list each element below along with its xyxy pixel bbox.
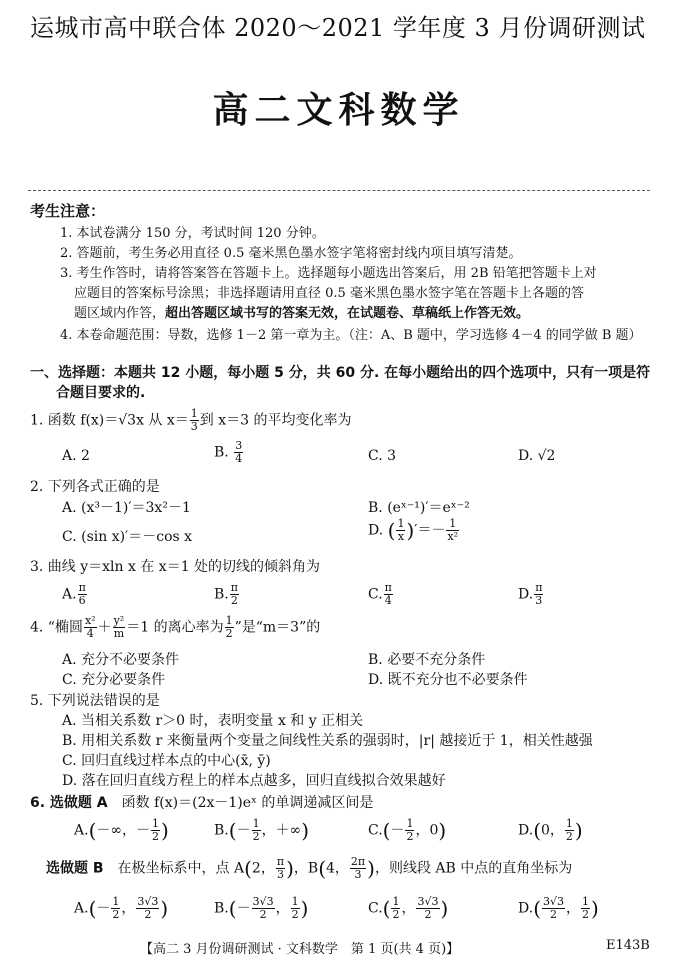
q6b-option-b: B.(－ $\frac{3√3}{2}$ ， $\frac{1}{2}$ ) bbox=[214, 895, 309, 921]
question-6b: 选做题 B 在极坐标系中，点 A(2， $\frac{\pi}{3}$ )，B(4， $\frac{2\pi}{3}$ )，则线段 AB 中点的直角坐标为 bbox=[46, 855, 573, 881]
q2-option-c: C. (sin x)′＝－cos x bbox=[62, 529, 193, 545]
paper-code: E143B bbox=[606, 938, 650, 953]
notice-line-1: 1. 本试卷满分 150 分，考试时间 120 分钟。 bbox=[60, 226, 325, 241]
q6a-option-a: A.(－∞，－ $\frac{1}{2}$ ) bbox=[74, 817, 169, 843]
section-heading: 一、选择题：本题共 12 小题，每小题 5 分，共 60 分. 在每小题给出的四个选项中，只有一项是符 bbox=[30, 365, 651, 381]
divider bbox=[28, 190, 650, 191]
question-6a: 6. 选做题 A 函数 f(x)＝(2x－1)eˣ 的单调递减区间是 bbox=[30, 795, 374, 811]
notice-line-2: 2. 答题前，考生务必用直径 0.5 毫米黑色墨水签字笔将密封线内项目填写清楚。 bbox=[60, 246, 522, 261]
q6a-option-c: C.(－ $\frac{1}{2}$ ，0) bbox=[368, 817, 447, 843]
q1-option-a: A. 2 bbox=[62, 448, 90, 464]
q6a-option-d: D.(0， $\frac{1}{2}$ ) bbox=[518, 817, 583, 843]
q3-option-a: A. $\frac{\pi}{6}$ bbox=[62, 581, 86, 607]
q6a-option-b: B.(－ $\frac{1}{2}$ ，＋∞) bbox=[214, 817, 310, 843]
q2-option-a: A. (x³－1)′＝3x²－1 bbox=[62, 500, 191, 516]
q4-option-b: B. 必要不充分条件 bbox=[368, 652, 486, 668]
q5-option-a: A. 当相关系数 r＞0 时，表明变量 x 和 y 正相关 bbox=[62, 713, 364, 729]
q1-stem-a: 1. 函数 f(x)＝√3x 从 x＝ bbox=[30, 412, 189, 429]
q1-option-b: B. $\frac{3}{4}$ bbox=[214, 439, 243, 465]
notice-line-5-text: 题区域内作答， bbox=[74, 306, 166, 321]
question-2: 2. 下列各式正确的是 bbox=[30, 479, 160, 495]
q6b-option-c: C.( $\frac{1}{2}$ ， $\frac{3√3}{2}$ ) bbox=[368, 895, 449, 921]
section-heading-cont: 合题目要求的. bbox=[56, 385, 146, 401]
question-5: 5. 下列说法错误的是 bbox=[30, 693, 160, 709]
q2-option-d: D. ( $\frac{1}{x}$ )′＝－ $\frac{1}{\text{x²}}$ bbox=[368, 517, 459, 543]
q3-option-d: D. $\frac{\pi}{3}$ bbox=[518, 581, 543, 607]
q1-stem-b: 到 x＝3 的平均变化率为 bbox=[199, 412, 352, 429]
page-footer: 【高二 3 月份调研测试 · 文科数学 第 1 页(共 4 页)】 bbox=[140, 942, 460, 957]
notice-heading: 考生注意： bbox=[30, 202, 106, 220]
q2-option-b: B. (eˣ⁻¹)′＝eˣ⁻² bbox=[368, 500, 470, 516]
question-3: 3. 曲线 y＝xln x 在 x＝1 处的切线的倾斜角为 bbox=[30, 559, 321, 575]
q4-option-a: A. 充分不必要条件 bbox=[62, 652, 180, 668]
q1-option-d: D. √2 bbox=[518, 448, 556, 464]
notice-line-5 bbox=[74, 302, 529, 321]
q1-frac: $\frac{1}{3}$ bbox=[190, 407, 198, 433]
notice-emphasis: 超出答题区域书写的答案无效，在试题卷、草稿纸上作答无效。 bbox=[165, 306, 530, 321]
q6b-option-d: D.( $\frac{3√3}{2}$ ， $\frac{1}{2}$ ) bbox=[518, 895, 599, 921]
notice-line-6: 4. 本卷命题范围：导数，选修 1－2 第一章为主。（注：A、B 题中，学习选修 4－4 的同学做 B 题） bbox=[60, 328, 642, 343]
q3-option-c: C. $\frac{\pi}{4}$ bbox=[368, 581, 392, 607]
page-title: 高二文科数学 bbox=[212, 90, 465, 131]
q3-option-b: B. $\frac{\pi}{2}$ bbox=[214, 581, 238, 607]
q1-option-c: C. 3 bbox=[368, 448, 397, 464]
question-4: 4. “椭圆 $\frac{\text{x²}}{4}$ ＋ $\frac{\text{y²}}{m}$ ＝1 的离心率为 $\frac{1}{2}$ ”是“m＝3”的 bbox=[30, 614, 321, 640]
q5-option-c: C. 回归直线过样本点的中心(x̄, ȳ) bbox=[62, 753, 271, 769]
q5-option-d: D. 落在回归直线方程上的样本点越多，回归直线拟合效果越好 bbox=[62, 773, 446, 789]
q4-option-d: D. 既不充分也不必要条件 bbox=[368, 672, 528, 688]
q6b-option-a: A.(－ $\frac{1}{2}$ ， $\frac{3√3}{2}$ ) bbox=[74, 895, 169, 921]
exam-header: 运城市高中联合体 2020～2021 学年度 3 月份调研测试 bbox=[30, 14, 646, 42]
notice-line-3: 3. 考生作答时，请将答案答在答题卡上。选择题每小题选出答案后，用 2B 铅笔把答题卡上对 bbox=[60, 266, 597, 281]
q4-option-c: C. 充分必要条件 bbox=[62, 672, 166, 688]
question-1 bbox=[30, 408, 351, 433]
q5-option-b: B. 用相关系数 r 来衡量两个变量之间线性关系的强弱时，|r| 越接近于 1，相关性越强 bbox=[62, 733, 593, 749]
notice-line-4: 应题目的答案标号涂黑；非选择题请用直径 0.5 毫米黑色墨水签字笔在答题卡上各题的答 bbox=[74, 286, 584, 301]
